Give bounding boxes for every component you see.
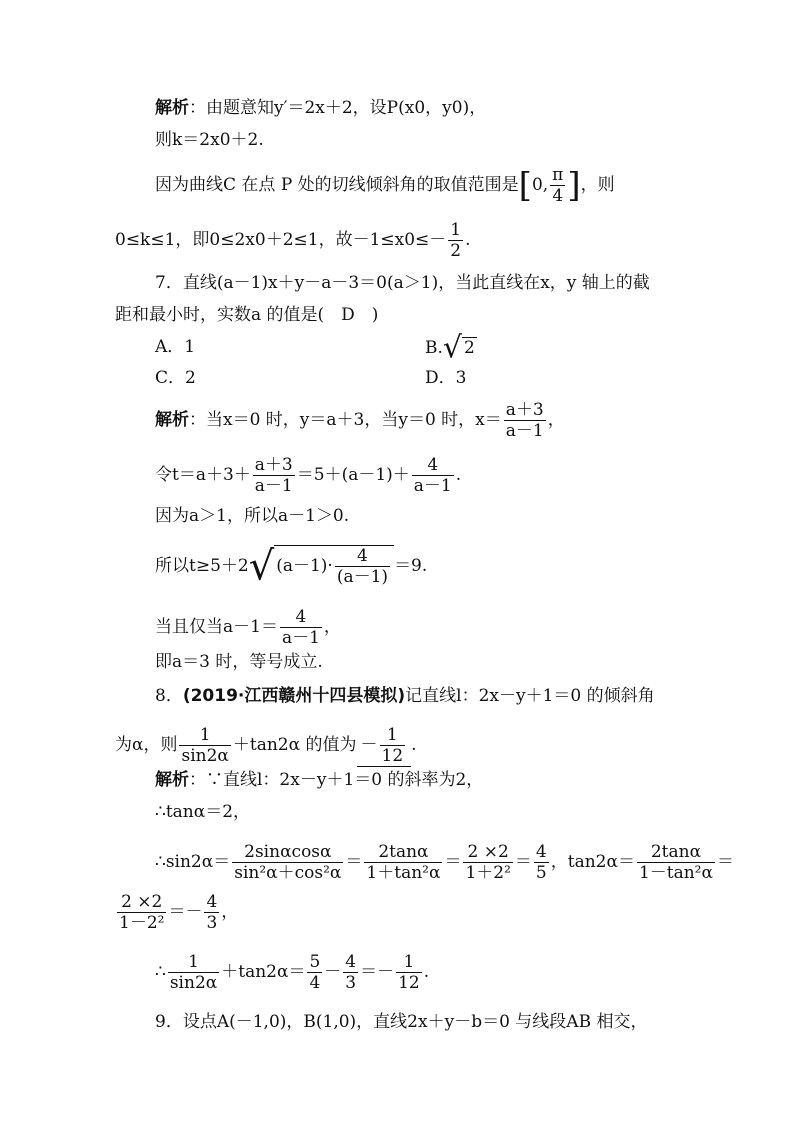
fraction: $\frac{2\sin\alpha\cos\alpha}{\text{sin²α＋cos²α}}$: [234, 842, 342, 883]
solution-label: 解析: [155, 98, 189, 118]
option-a: A．1: [155, 337, 196, 357]
fraction: $\frac{1}{12}$: [398, 952, 420, 993]
question-7-line-1: 7．直线(a－1)x＋y－a－3＝0(a＞1)，当此直线在x，y 轴上的截: [155, 273, 650, 293]
question-8-line-1: 8．(2019·江西赣州十四县模拟)记直线l：2x－y＋1＝0 的倾斜角: [155, 686, 655, 706]
answer-blank: － $\frac{1}{12}$: [357, 725, 412, 767]
solution-8-line-1: 解析：∵直线l：2x－y＋1＝0 的斜率为2，: [155, 770, 484, 790]
question-9-line-1: 9．设点A(－1,0)，B(1,0)，直线2x＋y－b＝0 与线段AB 相交，: [155, 1012, 648, 1032]
fraction-1-sin2a: $\frac{1}{\sin 2\alpha}$: [181, 725, 229, 766]
question-7-line-2: 距和最小时，实数a 的值是( D ): [115, 305, 379, 325]
solution-8-line-3: ∴sin2α＝ $\frac{2\sin\alpha\cos\alpha}{\text{sin²α＋cos²α}}$ ＝ $\frac{2\tan\alpha}{\text{1＋tan²α}}$ ＝ $\frac{2 \times 2}{\text{1＋2²}}$ ＝ $\frac{4}{5}$ ，tan2α＝ $\frac{2\tan\alpha}{\text{1－tan²α}}$ ＝: [155, 842, 734, 883]
bracket-right: ]: [567, 165, 581, 206]
text: 0,: [531, 175, 549, 195]
question-8-line-2: 为α，则 $\frac{1}{\sin 2\alpha}$ ＋tan2α 的值为 － $\frac{1}{12}$ .: [115, 725, 417, 766]
solution-line-2: 则k＝2x0＋2.: [155, 130, 264, 150]
fraction-a3-a1: $\frac{a+3}{a-1}$: [254, 455, 293, 496]
fraction: $\frac{4}{5}$: [535, 842, 547, 883]
solution-7-line-2: 令t＝a＋3＋ $\frac{a+3}{a-1}$ ＝5＋(a－1)＋ $\frac{4}{a-1}$ .: [155, 455, 462, 496]
text: 因为曲线C 在点 P 处的切线倾斜角的取值范围是: [155, 175, 519, 195]
solution-7-line-4: 所以t≥5＋2√ (a－1)· $\frac{4}{(a-1)}$ ＝9.: [155, 543, 428, 590]
fraction: $\frac{2 \times 2}{\text{1＋2²}}$: [465, 842, 511, 883]
option-b: B.√ 2: [425, 330, 475, 366]
fraction-4-pa1: $\frac{4}{(a-1)}$: [336, 546, 389, 587]
solution-8-line-4: $\frac{2 \times 2}{\text{1－2²}}$ ＝－ $\frac{4}{3}$ ，: [119, 892, 239, 933]
sqrt-icon: √: [442, 330, 463, 366]
solution-8-line-5: ∴ $\frac{1}{\sin 2\alpha}$ ＋tan2α＝ $\frac{5}{4}$ － $\frac{4}{3}$ ＝－ $\frac{1}{12}$ .: [155, 952, 430, 993]
solution-7-line-5: 当且仅当a－1＝ $\frac{4}{a-1}$ ，: [155, 607, 341, 648]
fraction: $\frac{4}{3}$: [345, 952, 357, 993]
fraction: $\frac{4}{3}$: [206, 892, 218, 933]
solution-line-4: 0≤k≤1，即0≤2x0＋2≤1，故－1≤x0≤－ $\frac{1}{2}$ .: [115, 220, 471, 261]
fraction-4-a1: $\frac{4}{a-1}$: [281, 607, 320, 648]
fraction-4-a1: $\frac{4}{a-1}$: [413, 455, 452, 496]
question-source: (2019·江西赣州十四县模拟): [182, 686, 406, 706]
option-d: D．3: [425, 368, 467, 388]
solution-8-line-2: ∴tanα＝2，: [155, 802, 251, 822]
text: ：由题意知y′＝2x＋2，设P(x0，y0)，: [189, 98, 487, 118]
text: 0≤k≤1，即0≤2x0＋2≤1，故－1≤x0≤－: [115, 230, 447, 250]
option-c: C．2: [155, 368, 196, 388]
fraction-answer: $\frac{1}{12}$: [381, 725, 404, 766]
fraction: $\frac{1}{\sin 2\alpha}$: [169, 952, 218, 993]
solution-7-line-6: 即a＝3 时，等号成立.: [155, 652, 323, 672]
text: ，则: [580, 175, 615, 195]
fraction: $\frac{2 \times 2}{\text{1－2²}}$: [119, 892, 165, 933]
fraction-pi-4: $\frac{\pi}{4}$: [552, 165, 564, 206]
solution-7-line-3: 因为a＞1，所以a－1＞0.: [155, 506, 350, 526]
fraction: $\frac{5}{4}$: [309, 952, 321, 993]
fraction-a3-a1: $\frac{a+3}{a-1}$: [505, 400, 544, 441]
solution-line-1: [155, 98, 486, 118]
solution-7-line-1: 解析：当x＝0 时，y＝a＋3，当y＝0 时，x＝ $\frac{a+3}{a-1}$ ，: [155, 400, 565, 441]
solution-line-3: [155, 165, 615, 206]
sqrt-icon: √: [248, 543, 275, 590]
bracket-left: [: [518, 165, 532, 206]
fraction-half: $\frac{1}{2}$: [450, 220, 462, 261]
fraction: $\frac{2\tan\alpha}{\text{1－tan²α}}$: [638, 842, 713, 883]
fraction: $\frac{2\tan\alpha}{\text{1＋tan²α}}$: [366, 842, 441, 883]
